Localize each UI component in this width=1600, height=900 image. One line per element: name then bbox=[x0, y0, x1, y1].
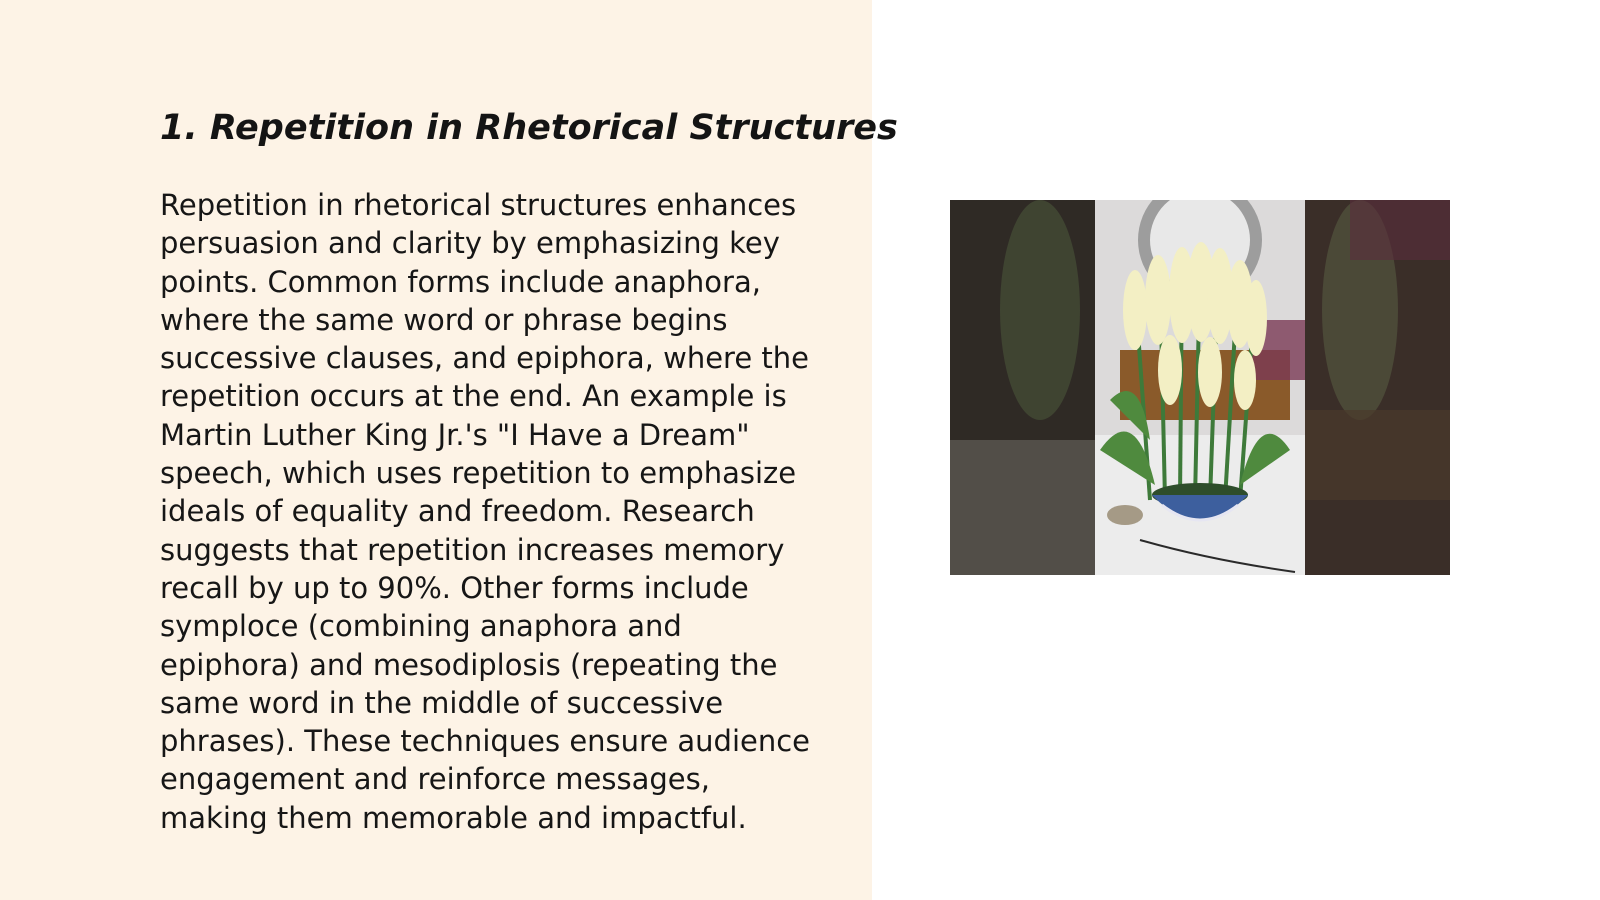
slide-title: 1. Repetition in Rhetorical Structures bbox=[160, 108, 898, 148]
flower-arrangement-photo bbox=[950, 200, 1450, 575]
slide-body-text: Repetition in rhetorical structures enhances persuasion and clarity by emphasizing key points. Common forms include anaphora, where the same word or phrase begins successive clauses, and epiphora, where the repetition occurs at the end. An example is Martin Luther King Jr.'s "I Have a Dream" speech, which uses repetition to emphasize ideals of equality and freedom. Research suggests that repetition increases memory recall by up to 90%. Other forms include symploce (combining anaphora and epiphora) and mesodiplosis (repeating the same word in the middle of successive phrases). These techniques ensure audience engagement and reinforce messages, making them memorable and impactful. bbox=[160, 188, 811, 835]
